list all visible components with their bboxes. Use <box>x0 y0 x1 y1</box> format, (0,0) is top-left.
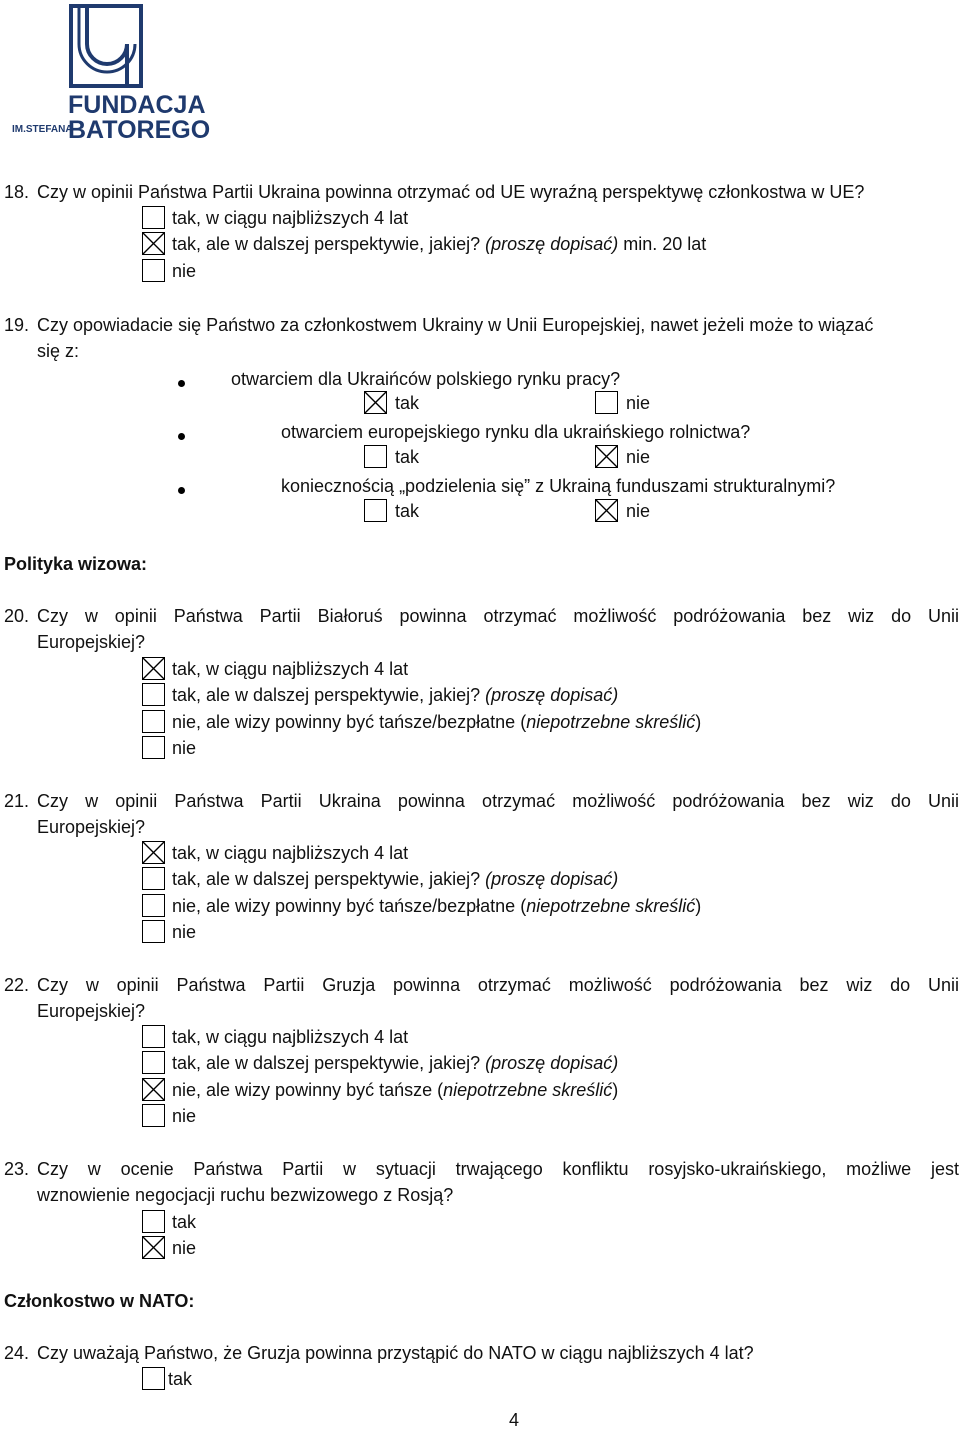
q22-option4-checkbox[interactable] <box>142 1104 165 1127</box>
q21-option2-label: tak, ale w dalszej perspektywie, jakiej? <box>172 869 481 889</box>
q18-option3-label: nie <box>172 261 197 281</box>
q22-option3-checkbox[interactable] <box>142 1078 165 1101</box>
q18-option2-label: tak, ale w dalszej perspektywie, jakiej? <box>172 234 481 254</box>
q18-option2-checkbox[interactable] <box>142 232 165 255</box>
q22-option2-label: tak, ale w dalszej perspektywie, jakiej? <box>172 1053 481 1073</box>
q20-option4-label: nie <box>172 738 197 758</box>
section-heading-nato: Członkostwo w NATO: <box>4 1291 195 1311</box>
q18-option1-label: tak, w ciągu najbliższych 4 lat <box>172 208 409 228</box>
q23-number: 23. <box>4 1159 30 1179</box>
q19-item1-yes-label: tak <box>395 393 420 413</box>
logo-prefix: IM.STEFANA <box>12 124 73 135</box>
q18-option3-checkbox[interactable] <box>142 259 165 282</box>
section-heading-visa: Polityka wizowa: <box>4 554 148 574</box>
q23-option2-label: nie <box>172 1238 197 1258</box>
q22-text-line1: Czy w opinii Państwa Partii Gruzja powinna otrzymać możliwość podróżowania bez wiz do Unii <box>37 975 959 995</box>
q22-option3-label: nie, ale wizy powinny być tańsze ( <box>172 1080 444 1100</box>
q21-option3-checkbox[interactable] <box>142 894 165 917</box>
q20-option3-label: nie, ale wizy powinny być tańsze/bezpłatne ( <box>172 712 527 732</box>
q18-option2-row <box>172 233 706 255</box>
page-number: 4 <box>509 1410 520 1430</box>
q22-option2-note: (proszę dopisać) <box>485 1053 619 1073</box>
x-mark-icon <box>143 233 164 254</box>
q21-option4-label: nie <box>172 922 197 942</box>
x-mark-icon <box>365 392 386 413</box>
q19-item3-text: koniecznością „podzielenia się” z Ukrainą funduszami strukturalnymi? <box>281 476 836 496</box>
q19-item1-yes-checkbox[interactable] <box>364 391 387 414</box>
q24-number: 24. <box>4 1343 30 1363</box>
q24-option1-label: tak <box>168 1369 193 1389</box>
x-mark-icon <box>596 500 617 521</box>
q18-number: 18. <box>4 182 30 202</box>
logo-line2: BATOREGO <box>68 116 211 144</box>
q21-option3-end: ) <box>695 896 702 916</box>
q19-text-line2: się z: <box>37 341 80 361</box>
x-mark-icon <box>143 1237 164 1258</box>
q20-option3-checkbox[interactable] <box>142 710 165 733</box>
q20-option1-label: tak, w ciągu najbliższych 4 lat <box>172 659 409 679</box>
q21-option1-checkbox[interactable] <box>142 841 165 864</box>
q19-item3-yes-checkbox[interactable] <box>364 499 387 522</box>
x-mark-icon <box>143 658 164 679</box>
q19-item1-no-label: nie <box>626 393 651 413</box>
q21-number: 21. <box>4 791 30 811</box>
q22-option1-label: tak, w ciągu najbliższych 4 lat <box>172 1027 409 1047</box>
q21-option2-note: (proszę dopisać) <box>485 869 619 889</box>
q21-option2-row <box>172 868 618 890</box>
q20-option3-row <box>172 711 701 733</box>
q21-option4-checkbox[interactable] <box>142 920 165 943</box>
q19-item2-no-label: nie <box>626 447 651 467</box>
bullet-icon <box>178 433 185 440</box>
q22-text-line2: Europejskiej? <box>37 1001 146 1021</box>
q19-item2-yes-label: tak <box>395 447 420 467</box>
x-mark-icon <box>143 1079 164 1100</box>
q21-text-line2: Europejskiej? <box>37 817 146 837</box>
q22-number: 22. <box>4 975 30 995</box>
q19-item2-yes-checkbox[interactable] <box>364 445 387 468</box>
q24-option1-checkbox[interactable] <box>142 1367 165 1390</box>
q19-text-line1: Czy opowiadacie się Państwo za członkostwem Ukrainy w Unii Europejskiej, nawet jeżeli może to wiązać <box>37 315 874 335</box>
q20-option3-note: niepotrzebne skreślić <box>526 712 696 732</box>
q19-item3-yes-label: tak <box>395 501 420 521</box>
q22-option3-row <box>172 1079 618 1101</box>
q18-text: Czy w opinii Państwa Partii Ukraina powinna otrzymać od UE wyraźną perspektywę członkostwa w UE? <box>37 182 865 202</box>
q23-option1-checkbox[interactable] <box>142 1210 165 1233</box>
q24-text: Czy uważają Państwo, że Gruzja powinna przystąpić do NATO w ciągu najbliższych 4 lat? <box>37 1343 754 1363</box>
q18-option1-checkbox[interactable] <box>142 206 165 229</box>
bullet-icon <box>178 380 185 387</box>
q23-text-line2: wznowienie negocjacji ruchu bezwizowego z Rosją? <box>37 1185 454 1205</box>
q21-option3-row <box>172 895 701 917</box>
q21-option2-checkbox[interactable] <box>142 867 165 890</box>
q20-option4-checkbox[interactable] <box>142 736 165 759</box>
q19-item3-no-checkbox[interactable] <box>595 499 618 522</box>
q19-item2-text: otwarciem europejskiego rynku dla ukraińskiego rolnictwa? <box>281 422 751 442</box>
q21-text-line1: Czy w opinii Państwa Partii Ukraina powinna otrzymać możliwość podróżowania bez wiz do Unii <box>37 791 959 811</box>
logo-mark-icon <box>69 4 155 94</box>
q19-item1-no-checkbox[interactable] <box>595 391 618 414</box>
q20-number: 20. <box>4 606 30 626</box>
q23-option1-label: tak <box>172 1212 197 1232</box>
q20-option2-note: (proszę dopisać) <box>485 685 619 705</box>
q21-option3-note: niepotrzebne skreślić <box>526 896 696 916</box>
logo-line1: FUNDACJA <box>68 91 206 119</box>
q22-option2-checkbox[interactable] <box>142 1051 165 1074</box>
x-mark-icon <box>143 842 164 863</box>
q20-option2-label: tak, ale w dalszej perspektywie, jakiej? <box>172 685 481 705</box>
q22-option3-end: ) <box>612 1080 619 1100</box>
q19-item3-no-label: nie <box>626 501 651 521</box>
q23-option2-checkbox[interactable] <box>142 1236 165 1259</box>
q20-option1-checkbox[interactable] <box>142 657 165 680</box>
q20-option3-end: ) <box>695 712 702 732</box>
q20-text-line2: Europejskiej? <box>37 632 146 652</box>
q20-option2-row <box>172 684 618 706</box>
q18-option2-answer: min. 20 lat <box>623 234 707 254</box>
bullet-icon <box>178 487 185 494</box>
q19-number: 19. <box>4 315 30 335</box>
q20-text-line1: Czy w opinii Państwa Partii Białoruś powinna otrzymać możliwość podróżowania bez wiz do Unii <box>37 606 959 626</box>
q22-option2-row <box>172 1052 618 1074</box>
x-mark-icon <box>596 446 617 467</box>
q19-item1-text: otwarciem dla Ukraińców polskiego rynku pracy? <box>231 369 621 389</box>
q18-option2-note: (proszę dopisać) <box>485 234 619 254</box>
q23-text-line1: Czy w ocenie Państwa Partii w sytuacji trwającego konfliktu rosyjsko-ukraińskiego, możliwe jest <box>37 1159 959 1179</box>
q19-item2-no-checkbox[interactable] <box>595 445 618 468</box>
q22-option1-checkbox[interactable] <box>142 1025 165 1048</box>
q22-option3-note: niepotrzebne skreślić <box>443 1080 613 1100</box>
q21-option3-label: nie, ale wizy powinny być tańsze/bezpłatne ( <box>172 896 527 916</box>
q22-option4-label: nie <box>172 1106 197 1126</box>
q21-option1-label: tak, w ciągu najbliższych 4 lat <box>172 843 409 863</box>
foundation-logo <box>12 4 211 144</box>
q20-option2-checkbox[interactable] <box>142 683 165 706</box>
